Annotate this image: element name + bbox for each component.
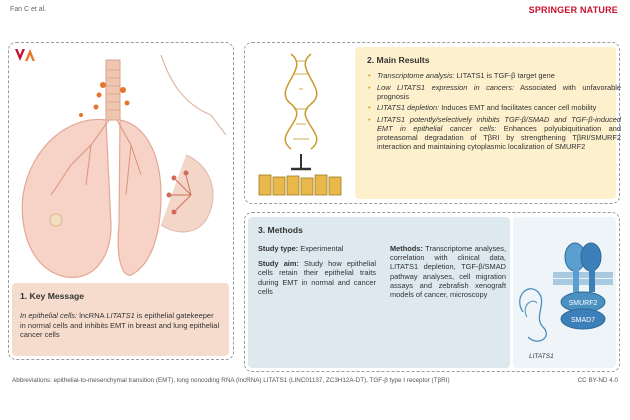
methods-label: Methods: xyxy=(390,244,423,253)
study-aim xyxy=(258,259,376,296)
receptor-diagram xyxy=(513,217,616,368)
key-message-lead: In epithelial cells: xyxy=(20,311,78,320)
publisher-logo: SPRINGER NATURE xyxy=(528,5,618,15)
dna-cell-illustration xyxy=(251,49,351,199)
result-rest: Induces EMT and facilitates cancer cell mobility xyxy=(439,103,597,113)
result-rest: LITATS1 is TGF-β target gene xyxy=(454,71,555,80)
main-results-box xyxy=(355,47,622,199)
methods-title: 3. Methods xyxy=(258,225,303,235)
key-message-mid: lncRNA xyxy=(77,311,107,320)
key-message-title: 1. Key Message xyxy=(20,291,85,301)
key-message-gene: LITATS1 xyxy=(106,311,135,320)
study-aim-value: Study how epithelial cells retain their epithelial traits during EMT in normal and cancer cells xyxy=(258,259,376,296)
methods-panel xyxy=(244,212,620,372)
methods-box xyxy=(248,217,510,368)
lung-breast-illustration xyxy=(11,45,231,281)
methods-left-column xyxy=(258,244,376,296)
litats1-label: LITATS1 xyxy=(529,353,554,360)
methods-right-column xyxy=(390,244,506,299)
abbreviations-footer: Abbreviations: epithelial-to-mesenchymal transition (EMT), long noncoding RNA (lncRNA) LITATS1 (LINC01137, ZC3H12A-DT), TGF-β type I receptor (TβRI) xyxy=(12,377,450,384)
smurf2-label: SMURF2 xyxy=(568,300,598,307)
key-message-text xyxy=(20,311,220,340)
key-message-panel xyxy=(8,42,234,360)
result-lead: Transcriptome analysis: xyxy=(377,71,455,80)
study-type-value: Experimental xyxy=(298,244,344,253)
study-aim-label: Study aim: xyxy=(258,259,299,269)
key-message-box xyxy=(12,283,229,356)
main-results-panel xyxy=(244,42,620,204)
result-lead: LITATS1 potently/selectively inhibits TGF-β/SMAD and TGF-β-induced EMT in epithelial cancer cells: xyxy=(377,114,621,133)
study-type xyxy=(258,244,376,253)
main-results-title: 2. Main Results xyxy=(367,55,430,65)
results-list xyxy=(365,71,621,154)
signaling-diagram-box xyxy=(513,217,616,368)
smad7-label: SMAD7 xyxy=(570,317,596,324)
result-lead: LITATS1 depletion: xyxy=(377,103,440,113)
result-item xyxy=(377,103,621,112)
result-item xyxy=(377,71,621,80)
result-lead: Low LITATS1 expression in cancers: xyxy=(377,82,515,92)
result-rest: Enhances polyubiquitination and proteasomal degradation of TβRI by strengthening TβRI/SMURF2 interaction and maintaining cytoplasmic localization of SMURF2 xyxy=(377,123,622,152)
study-type-label: Study type: xyxy=(258,244,299,253)
result-item xyxy=(377,115,621,151)
key-message-rest: is epithelial gatekeeper in normal cells and inhibits EMT in breast and lung epithelial cancer cells xyxy=(20,311,220,340)
methods-value: Transcriptome analyses, correlation with clinical data, LITATS1 depletion, TGF-β/SMAD pathway analyses, cell migration assays and zebrafish xenograft models of cancer, microscopy xyxy=(390,244,506,300)
result-rest: Associated with unfavorable prognosis xyxy=(377,82,621,101)
result-item xyxy=(377,83,621,101)
license-footer: CC BY-ND 4.0 xyxy=(577,377,618,384)
author-credit: Fan C et al. xyxy=(10,6,47,13)
